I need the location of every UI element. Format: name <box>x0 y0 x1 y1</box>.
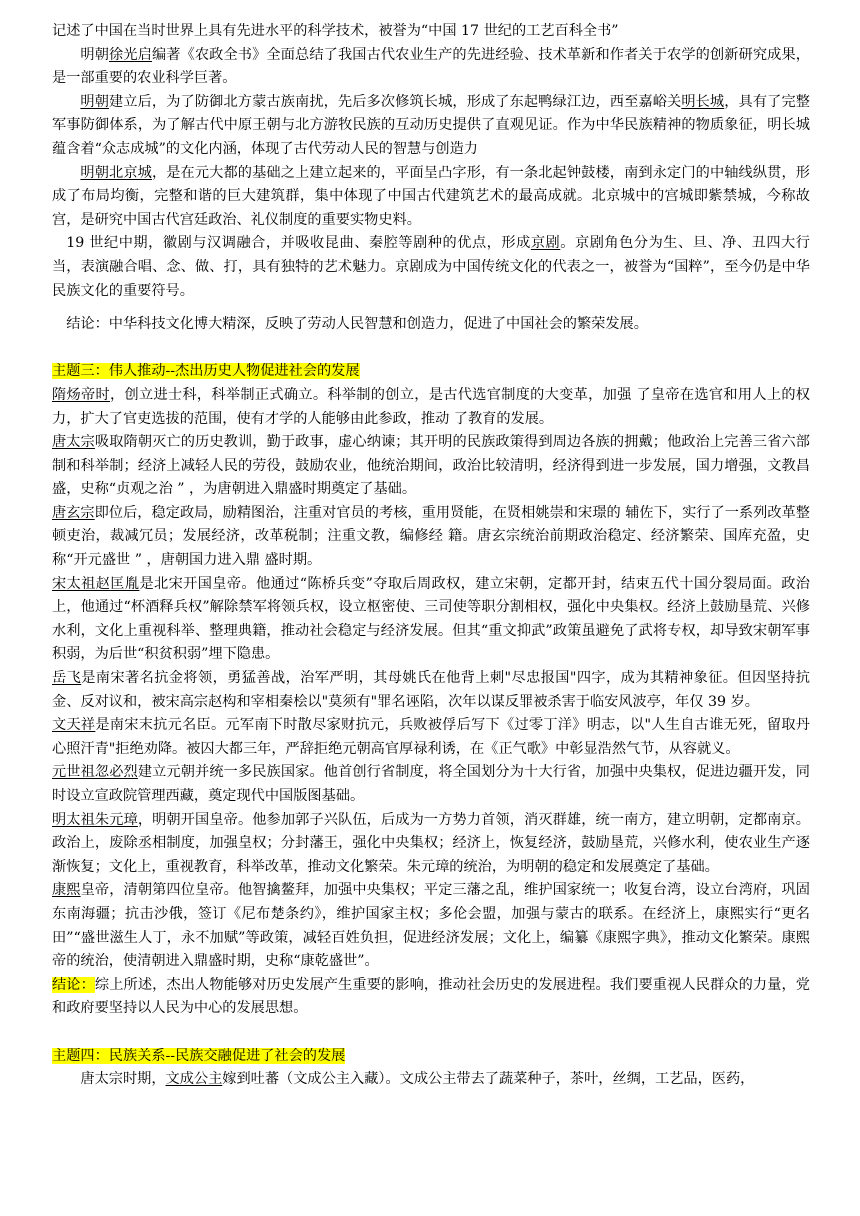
text: 唐太宗时期， <box>80 1071 166 1088</box>
paragraph-peking-opera <box>52 232 810 303</box>
person-text: 是南宋著名抗金将领，勇猛善战，治军严明，其母姚氏在他背上刺"尽忠报国"四字，成为其精神象征。但因坚持抗金、反对议和，被宋高宗赵构和宰相秦桧以"莫须有"罪名诬陷，次年以谋反罪被杀害于临安风波亭，年仅 39 岁。 <box>52 670 810 710</box>
theme3-item-kublai <box>52 761 810 808</box>
conclusion-label: 结论： <box>52 976 95 993</box>
theme4-paragraph-wencheng <box>52 1068 810 1092</box>
text: 编著《农政全书》全面总结了我国古代农业生产的先进经验、技术革新和作者关于农学的创新研究成果，是一部重要的农业科学巨著。 <box>52 46 810 87</box>
paragraph-beijing-city <box>52 162 810 233</box>
text: 建立后，为了防御北方蒙古族南扰，先后多次修筑长城，形成了东起鸭绿江边，西至嘉峪关 <box>109 93 682 110</box>
person-text: ，明朝开国皇帝。他参加郭子兴队伍，后成为一方势力首领，消灭群雄，统一南方，建立明朝，定都南京。政治上，废除丞相制度，加强皇权；分封藩王，强化中央集权；经济上，恢复经济，鼓励垦荒，兴修水利，使农业生产逐渐恢复；文化上，重视教育，科举改革，推动文化繁荣。朱元璋的统治，为明朝的稳定和发展奠定了基础。 <box>52 811 810 875</box>
term-princess-wencheng: 文成公主 <box>165 1071 223 1088</box>
person-text: 皇帝，清朝第四位皇帝。他智擒鳌拜，加强中央集权；平定三藩之乱，维护国家统一；收复台湾，设立台湾府，巩固东南海疆；抗击沙俄，签订《尼布楚条约》，维护国家主权；多伦会盟，加强与蒙古的联系。在经济上，康熙实行“更名田”“盛世滋生人丁，永不加赋”等政策，减轻百姓负担，促进经济发展；文化上，编纂《康熙字典》，推动文化繁荣。康熙帝的统治，使清朝进入鼎盛时期，史称“康乾盛世”。 <box>52 882 810 970</box>
person-name: 唐太宗 <box>52 434 95 451</box>
theme3-heading <box>52 360 810 384</box>
person-name: 隋炀帝时 <box>52 386 110 403</box>
conclusion-culture: 结论：中华科技文化博大精深，反映了劳动人民智慧和创造力，促进了中国社会的繁荣发展。 <box>66 316 648 333</box>
text: ，是在元大都的基础之上建立起来的，平面呈凸字形，有一条北起钟鼓楼，南到永定门的中轴线纵贯，形成了布局均衡，完整和谐的巨大建筑群，集中体现了中国古代建筑艺术的最高成就。北京城中的宫城即紫禁城，今称故宫，是研究中国古代宫廷政治、礼仪制度的重要实物史料。 <box>52 164 810 228</box>
person-name: 元世祖忽必烈 <box>52 764 138 781</box>
term-xu-guangqi: 徐光启 <box>109 46 152 63</box>
term-ming-dynasty: 明朝 <box>80 93 110 110</box>
person-text: ，创立进士科，科举制正式确立。科举制的创立，是古代选官制度的大变革，加强 了皇帝在选官和用人上的权力，扩大了官吏选拔的范围，使有才学的人能够由此参政，推动 了教育的发展。 <box>52 386 810 427</box>
document-page <box>52 20 810 1092</box>
person-text: 吸取隋朝灭亡的历史教训，勤于政事，虚心纳谏；其开明的民族政策得到周边各族的拥戴；他政治上完善三省六部制和科举制；经济上减轻人民的劳役，鼓励农业，他统治期间，政治比较清明，经济得到进一步发展，国力增强，文教昌盛，史称“贞观之治 ” ，为唐朝进入鼎盛时期奠定了基础。 <box>52 434 810 498</box>
person-name: 文天祥 <box>52 717 96 734</box>
term-ming-beijing: 明朝北京城 <box>80 164 152 181</box>
person-name: 岳飞 <box>52 670 82 687</box>
person-name: 明太祖朱元璋 <box>52 811 138 828</box>
theme3-item-songtaizu <box>52 573 810 667</box>
theme3-item-suiyangdi <box>52 384 810 431</box>
theme3-item-zhuyuanzhang <box>52 809 810 880</box>
theme3-item-yuefei <box>52 667 810 714</box>
theme3-item-tangxuanzong <box>52 502 810 573</box>
theme3-item-wentianxiang <box>52 714 810 761</box>
person-text: 即位后，稳定政局，励精图治，注重对官员的考核，重用贤能，在贤相姚崇和宋璟的 辅佐下，实行了一系列改革整顿吏治，裁减冗员；发展经济，改革税制；注重文教，编修经 籍。唐玄宗统治前期政治稳定、经济繁荣、国库充盈，史称“开元盛世 ” ，唐朝国力进入鼎 盛时期。 <box>52 504 810 569</box>
theme3-item-kangxi <box>52 879 810 973</box>
term-peking-opera: 京剧 <box>530 235 561 252</box>
person-text: 是北宋开国皇帝。他通过“陈桥兵变”夺取后周政权，建立宋朝，定都开封，结束五代十国分裂局面。政治上，他通过“杯酒释兵权”解除禁军将领兵权，设立枢密使、三司使等职分割相权，强化中央集权。经济上鼓励垦荒、兴修水利，文化上重视科举、整理典籍，推动社会稳定与经济发展。但其“重文抑武”政策虽避免了武将专权，却导致宋朝军事积弱，为后世“积贫积弱”埋下隐患。 <box>52 575 810 663</box>
theme3-item-tangtaizong <box>52 431 810 502</box>
theme4-heading <box>52 1045 810 1069</box>
paragraph-tiangong-kaiwu: 记述了中国在当时世界上具有先进水平的科学技术，被誉为“中国 17 世纪的工艺百科全书” <box>52 23 619 39</box>
text: 明朝 <box>80 46 110 63</box>
theme3-conclusion <box>52 974 810 1021</box>
paragraph-nongzheng-quanshu <box>52 44 810 91</box>
person-text: 建立元朝并统一多民族国家。他首创行省制度，将全国划分为十大行省，加强中央集权，促进边疆开发，同时设立宣政院管理西藏，奠定现代中国版图基础。 <box>52 764 810 804</box>
person-text: 是南宋末抗元名臣。元军南下时散尽家财抗元，兵败被俘后写下《过零丁洋》明志，以"人生自古谁无死，留取丹心照汗青"拒绝劝降。被囚大都三年，严辞拒绝元朝高官厚禄利诱，在《正气歌》中彰显浩然气节，从容就义。 <box>52 717 810 757</box>
text: ，具有了完整军事防御体系，为了解古代中原王朝与北方游牧民族的互动历史提供了直观见证。作为中华民族精神的物质象征，明长城蕴含着“众志成城”的文化内涵，体现了古代劳动人民的智慧与创造力 <box>52 93 810 157</box>
term-ming-great-wall: 明长城 <box>681 93 725 110</box>
theme3-title: 主题三：伟人推动--杰出历史人物促进社会的发展 <box>52 363 360 380</box>
theme4-title: 主题四：民族关系--民族交融促进了社会的发展 <box>52 1047 346 1064</box>
paragraph-great-wall <box>52 91 810 162</box>
text: 。京剧角色分为生、旦、净、丑四大行当，表演融合唱、念、做、打，具有独特的艺术魅力。京剧成为中国传统文化的代表之一，被誉为“国粹”，至今仍是中华民族文化的重要符号。 <box>52 235 810 299</box>
person-name: 唐玄宗 <box>52 504 95 521</box>
person-name: 康熙 <box>52 882 81 899</box>
text: 嫁到吐蕃（文成公主入藏）。文成公主带去了蔬菜种子，茶叶，丝绸，工艺品，医药， <box>222 1071 755 1088</box>
conclusion-text: 综上所述，杰出人物能够对历史发展产生重要的影响，推动社会历史的发展进程。我们要重视人民群众的力量，党和政府要坚持以人民为中心的发展思想。 <box>52 976 810 1017</box>
text: 19 世纪中期，徽剧与汉调融合，并吸收昆曲、秦腔等剧种的优点，形成 <box>66 235 531 252</box>
person-name: 宋太祖赵匡胤 <box>52 575 140 592</box>
